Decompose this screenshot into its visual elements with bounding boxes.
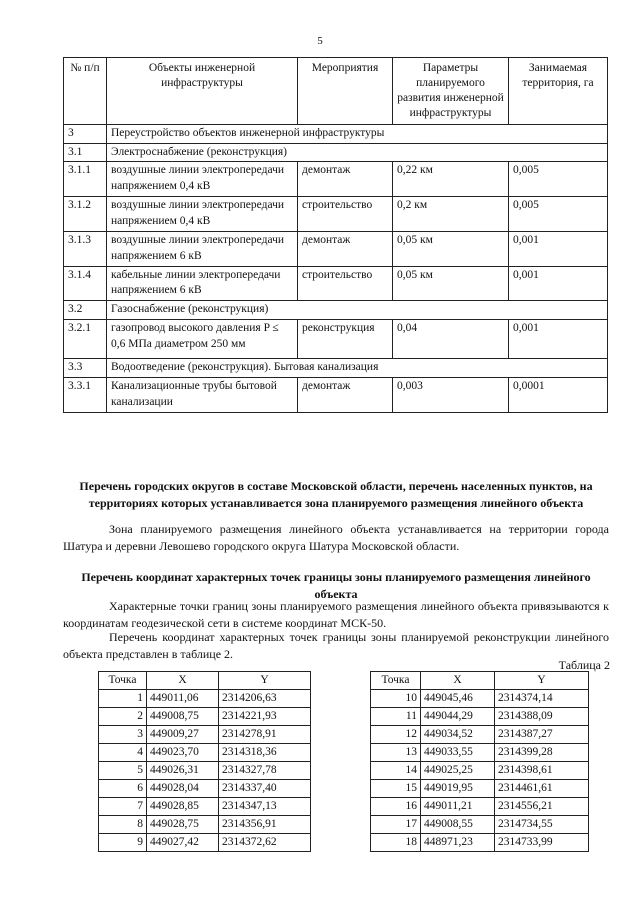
point-number: 15 [371,780,421,798]
table-row [64,320,608,359]
row-object: кабельные линии электропередачи напряжением 6 кВ [107,266,298,301]
coords-row [99,798,311,816]
coord-y: 2314388,09 [495,708,589,726]
coord-x: 449045,46 [421,690,495,708]
table-row [64,231,608,266]
table-row [64,266,608,301]
coords-header-y: Y [495,672,589,690]
row-object: воздушные линии электропередачи напряжением 0,4 кВ [107,162,298,197]
point-number: 3 [99,726,147,744]
coord-x: 449033,55 [421,744,495,762]
coord-y: 2314374,14 [495,690,589,708]
coord-y: 2314356,91 [219,816,311,834]
row-action: реконструкция [298,320,393,359]
row-parameter: 0,2 км [393,197,509,232]
section-number: 3 [64,124,107,143]
coord-x: 449009,27 [147,726,219,744]
coord-x: 449019,95 [421,780,495,798]
coords-row [371,816,589,834]
row-parameter: 0,003 [393,378,509,413]
coords-row [371,708,589,726]
coord-x: 449008,55 [421,816,495,834]
coordinates-table-right [370,671,589,852]
coords-row [371,762,589,780]
coords-header-row [371,672,589,690]
row-number: 3.1.4 [64,266,107,301]
coord-y: 2314347,13 [219,798,311,816]
section-row [64,143,608,162]
point-number: 9 [99,834,147,852]
coords-row [99,816,311,834]
coords-row [99,726,311,744]
row-area: 0,005 [509,197,608,232]
section-number: 3.1 [64,143,107,162]
section-row [64,359,608,378]
coords-row [99,690,311,708]
coords-header-point: Точка [99,672,147,690]
coords-row [371,834,589,852]
row-object: газопровод высокого давления P ≤ 0,6 МПа диаметром 250 мм [107,320,298,359]
point-number: 2 [99,708,147,726]
coord-y: 2314398,61 [495,762,589,780]
coords-header-y: Y [219,672,311,690]
header-parameters: Параметры планируемого развития инженерной инфраструктуры [393,58,509,125]
row-area: 0,001 [509,231,608,266]
point-number: 16 [371,798,421,816]
paragraph-table-reference: Перечень координат характерных точек границы зоны планируемой реконструкции линейного объекта представлен в таблице 2. [63,630,609,661]
coord-y: 2314399,28 [495,744,589,762]
coord-y: 2314372,62 [219,834,311,852]
row-action: строительство [298,266,393,301]
table-row [64,197,608,232]
row-number: 3.1.2 [64,197,107,232]
table-header-row [64,58,608,125]
header-number: № п/п [64,58,107,125]
row-parameter: 0,04 [393,320,509,359]
coords-row [371,744,589,762]
coord-x: 449034,52 [421,726,495,744]
coords-header-x: X [147,672,219,690]
table-row [64,162,608,197]
coord-x: 449023,70 [147,744,219,762]
point-number: 14 [371,762,421,780]
section-number: 3.3 [64,359,107,378]
coord-y: 2314206,63 [219,690,311,708]
coords-header-x: X [421,672,495,690]
coord-x: 449028,75 [147,816,219,834]
row-parameter: 0,05 км [393,231,509,266]
header-actions: Мероприятия [298,58,393,125]
row-parameter: 0,05 км [393,266,509,301]
infrastructure-table [63,57,608,413]
coordinates-table-left [98,671,311,852]
page-number: 5 [317,35,323,47]
coord-x: 449011,21 [421,798,495,816]
coord-y: 2314327,78 [219,762,311,780]
paragraph-zone-territory: Зона планируемого размещения линейного объекта устанавливается на территории города Шатура и деревни Левошево городского округа Шатура Московской области. [63,522,609,553]
coord-y: 2314461,61 [495,780,589,798]
coord-x: 449028,04 [147,780,219,798]
point-number: 1 [99,690,147,708]
coords-row [371,690,589,708]
point-number: 13 [371,744,421,762]
coords-header-row [99,672,311,690]
coord-y: 2314318,36 [219,744,311,762]
coord-x: 449008,75 [147,708,219,726]
coords-row [99,762,311,780]
coord-x: 448971,23 [421,834,495,852]
point-number: 7 [99,798,147,816]
row-number: 3.2.1 [64,320,107,359]
section-row [64,301,608,320]
coords-row [99,744,311,762]
coords-header-point: Точка [371,672,421,690]
coord-x: 449011,06 [147,690,219,708]
coords-row [99,834,311,852]
section-heading-coordinates: Перечень координат характерных точек границы зоны планируемого размещения линейного объекта [81,570,591,601]
point-number: 8 [99,816,147,834]
section-title: Электроснабжение (реконструкция) [107,143,608,162]
coord-y: 2314733,99 [495,834,589,852]
row-number: 3.1.3 [64,231,107,266]
coord-x: 449028,85 [147,798,219,816]
row-number: 3.1.1 [64,162,107,197]
row-number: 3.3.1 [64,378,107,413]
point-number: 10 [371,690,421,708]
point-number: 6 [99,780,147,798]
point-number: 5 [99,762,147,780]
row-action: строительство [298,197,393,232]
coords-row [99,708,311,726]
coord-x: 449044,29 [421,708,495,726]
coord-x: 449026,31 [147,762,219,780]
row-object: воздушные линии электропередачи напряжением 0,4 кВ [107,197,298,232]
coord-x: 449027,42 [147,834,219,852]
row-object: воздушные линии электропередачи напряжением 6 кВ [107,231,298,266]
paragraph-geodetic: Характерные точки границ зоны планируемого размещения линейного объекта привязываются к координатам геодезической сети в системе координат МСК-50. [63,599,609,630]
row-area: 0,005 [509,162,608,197]
row-action: демонтаж [298,378,393,413]
coords-row [99,780,311,798]
section-title: Переустройство объектов инженерной инфраструктуры [107,124,608,143]
coord-y: 2314221,93 [219,708,311,726]
row-area: 0,001 [509,266,608,301]
coord-y: 2314337,40 [219,780,311,798]
section-row [64,124,608,143]
header-objects: Объекты инженерной инфраструктуры [107,58,298,125]
coords-row [371,798,589,816]
point-number: 11 [371,708,421,726]
coord-y: 2314387,27 [495,726,589,744]
point-number: 18 [371,834,421,852]
row-action: демонтаж [298,231,393,266]
section-title: Газоснабжение (реконструкция) [107,301,608,320]
point-number: 4 [99,744,147,762]
row-object: Канализационные трубы бытовой канализации [107,378,298,413]
point-number: 12 [371,726,421,744]
row-area: 0,0001 [509,378,608,413]
table-row [64,378,608,413]
coords-row [371,780,589,798]
coord-y: 2314278,91 [219,726,311,744]
header-territory: Занимаемая территория, га [509,58,608,125]
coords-row [371,726,589,744]
point-number: 17 [371,816,421,834]
coord-y: 2314556,21 [495,798,589,816]
section-title: Водоотведение (реконструкция). Бытовая канализация [107,359,608,378]
table-2-caption: Таблица 2 [558,658,610,672]
section-number: 3.2 [64,301,107,320]
row-area: 0,001 [509,320,608,359]
coord-x: 449025,25 [421,762,495,780]
row-parameter: 0,22 км [393,162,509,197]
coord-y: 2314734,55 [495,816,589,834]
section-heading-districts: Перечень городских округов в составе Московской области, перечень населенных пунктов, на территориях которых устанавливается зона планируемого размещения линейного объекта [79,479,593,510]
row-action: демонтаж [298,162,393,197]
